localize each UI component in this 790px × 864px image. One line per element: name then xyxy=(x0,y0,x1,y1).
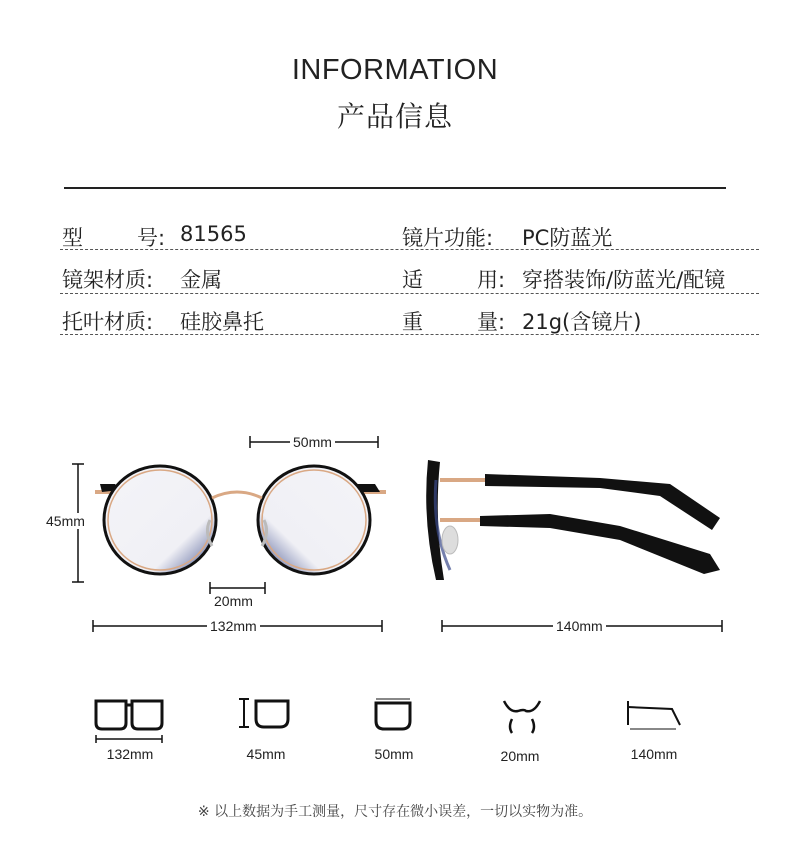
icon-label-temple: 140mm xyxy=(630,746,678,762)
spec-frame-material-label: 镜架材质: xyxy=(62,268,154,292)
title-en: INFORMATION xyxy=(291,54,499,86)
lens-width-icon xyxy=(370,697,420,737)
frame-width-icon xyxy=(92,695,168,745)
spec-usage-label: 适 用 : xyxy=(402,268,506,292)
spec-model-value: 81565 xyxy=(180,222,247,246)
title-cn: 产品信息 xyxy=(336,100,453,133)
row-divider xyxy=(60,249,759,250)
frame-width-label: 132mm xyxy=(207,618,260,634)
spec-weight-value: 21g(含镜片) xyxy=(522,310,642,334)
icon-label-bridge: 20mm xyxy=(500,748,540,764)
row-divider xyxy=(60,293,759,294)
icon-label-frame-width: 132mm xyxy=(106,746,154,762)
lens-height-label: 45mm xyxy=(46,513,85,529)
bridge-label: 20mm xyxy=(214,593,253,609)
spec-lens-function-value: PC防蓝光 xyxy=(522,226,613,250)
bridge-icon xyxy=(500,697,544,737)
spec-lens-function-label: 镜片功能: xyxy=(402,226,494,250)
spec-model-label: 型 号 : xyxy=(62,226,166,250)
glasses-side-view xyxy=(420,440,740,640)
icon-label-lens-width: 50mm xyxy=(374,746,414,762)
glasses-front-view xyxy=(0,420,400,640)
icon-label-lens-height: 45mm xyxy=(246,746,286,762)
lens-width-label: 50mm xyxy=(290,434,335,450)
spec-usage-value: 穿搭装饰/防蓝光/配镜 xyxy=(522,268,726,292)
spec-nosepad-value: 硅胶鼻托 xyxy=(180,310,264,334)
temple-length-label: 140mm xyxy=(553,618,606,634)
spec-weight-label: 重 量 : xyxy=(402,310,506,334)
temple-icon xyxy=(624,697,684,733)
row-divider xyxy=(60,334,759,335)
header-divider xyxy=(64,187,726,189)
measurement-note: ※ 以上数据为手工测量，尺寸存在微小误差，一切以实物为准。 xyxy=(197,804,593,820)
spec-nosepad-label: 托叶材质: xyxy=(62,310,154,334)
lens-height-icon xyxy=(236,695,296,735)
spec-frame-material-value: 金属 xyxy=(180,268,222,292)
